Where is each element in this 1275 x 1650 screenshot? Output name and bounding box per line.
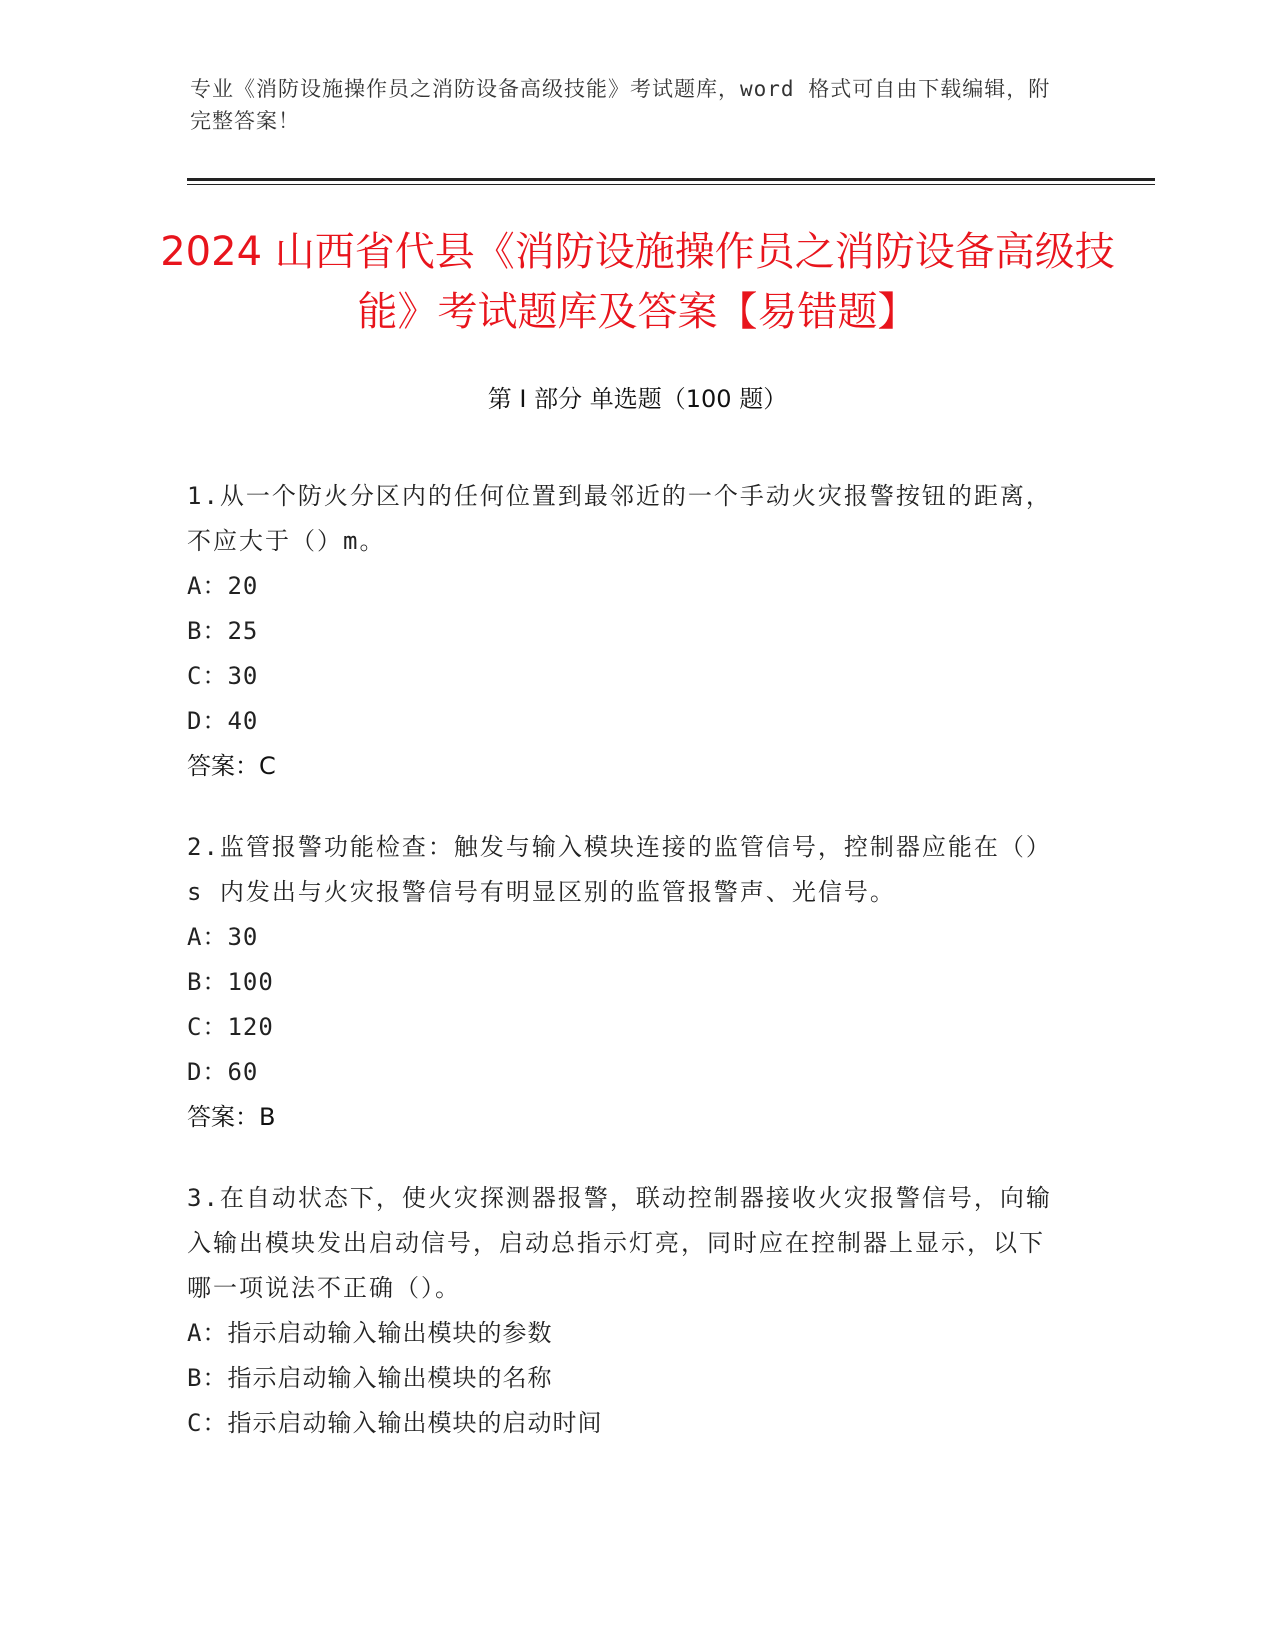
question-stem: 1.从一个防火分区内的任何位置到最邻近的一个手动火灾报警按钮的距离，不应大于（）m。 xyxy=(187,482,1052,555)
option-a: A：20 xyxy=(187,572,259,600)
question-list xyxy=(187,474,1067,1482)
option-a: A：指示启动输入输出模块的参数 xyxy=(187,1319,553,1347)
question-stem: 3.在自动状态下，使火灾探测器报警，联动控制器接收火灾报警信号，向输入输出模块发出启动信号，启动总指示灯亮，同时应在控制器上显示，以下哪一项说法不正确（）。 xyxy=(187,1184,1052,1302)
answer-line: 答案：C xyxy=(187,752,276,780)
section-title: 第 I 部分 单选题（100 题） xyxy=(487,385,788,413)
header-divider-thick xyxy=(187,178,1155,181)
document-title: 2024 山西省代县《消防设施操作员之消防设备高级技能》考试题库及答案【易错题】 xyxy=(160,229,1115,335)
option-d: D：60 xyxy=(187,1058,259,1086)
answer-line: 答案：B xyxy=(187,1103,276,1131)
option-a: A：30 xyxy=(187,923,259,951)
option-b: B：指示启动输入输出模块的名称 xyxy=(187,1364,553,1392)
option-b: B：25 xyxy=(187,617,259,645)
option-b: B：100 xyxy=(187,968,274,996)
header-note: 专业《消防设施操作员之消防设备高级技能》考试题库，word 格式可自由下载编辑，附完整答案！ xyxy=(190,77,1051,133)
question-1 xyxy=(187,474,1067,789)
option-c: C：120 xyxy=(187,1013,274,1041)
header-divider-thin xyxy=(187,184,1155,185)
question-stem: 2.监管报警功能检查：触发与输入模块连接的监管信号，控制器应能在（）s 内发出与火灾报警信号有明显区别的监管报警声、光信号。 xyxy=(187,833,1052,906)
option-c: C：30 xyxy=(187,662,259,690)
question-2 xyxy=(187,825,1067,1140)
question-3 xyxy=(187,1176,1067,1446)
option-d: D：40 xyxy=(187,707,259,735)
option-c: C：指示启动输入输出模块的启动时间 xyxy=(187,1409,603,1437)
